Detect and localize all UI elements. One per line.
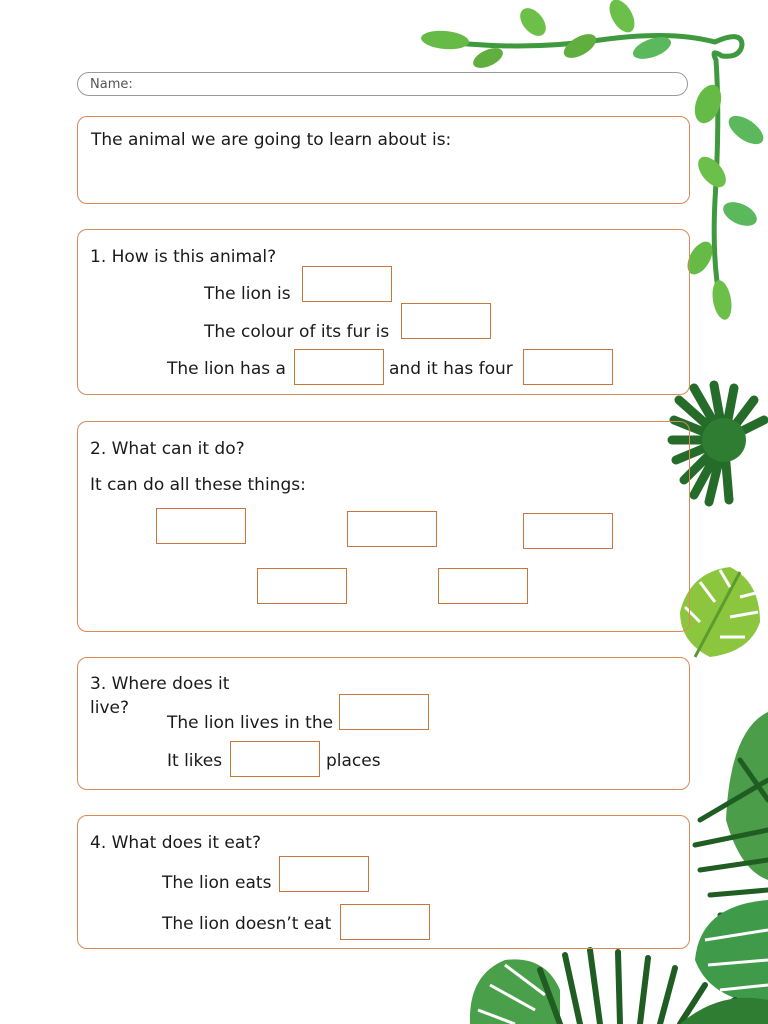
q2-subheading: It can do all these things: bbox=[90, 475, 306, 495]
q2-answer-box-3[interactable] bbox=[523, 513, 613, 549]
monstera-leaf-icon bbox=[470, 959, 560, 1024]
q1-line2-label: The colour of its fur is bbox=[204, 322, 390, 342]
q2-answer-box-5[interactable] bbox=[438, 568, 528, 604]
q1-heading: 1. How is this animal? bbox=[90, 247, 277, 267]
question-3-section bbox=[77, 657, 690, 790]
question-1-section bbox=[77, 229, 690, 395]
q1-line3-label-a: The lion has a bbox=[167, 359, 286, 379]
q1-answer-box-3[interactable] bbox=[294, 349, 384, 385]
q4-line2-label: The lion doesn’t eat bbox=[162, 914, 332, 934]
q3-answer-box-1[interactable] bbox=[339, 694, 429, 730]
q4-answer-box-2[interactable] bbox=[340, 904, 430, 940]
palm-leaf-icon bbox=[540, 950, 768, 1024]
q1-line1-label: The lion is bbox=[204, 284, 291, 304]
q3-heading-line2: live? bbox=[90, 698, 129, 718]
q4-heading: 4. What does it eat? bbox=[90, 833, 261, 853]
question-2-section bbox=[77, 421, 690, 632]
q1-line3-label-b: and it has four bbox=[389, 359, 513, 379]
question-4-section bbox=[77, 815, 690, 949]
q1-answer-box-1[interactable] bbox=[302, 266, 392, 302]
intro-prompt: The animal we are going to learn about is: bbox=[91, 130, 452, 150]
q1-answer-box-4[interactable] bbox=[523, 349, 613, 385]
q3-line2-label-a: It likes bbox=[167, 751, 223, 771]
q2-heading: 2. What can it do? bbox=[90, 439, 245, 459]
name-field[interactable] bbox=[77, 72, 688, 96]
monstera-leaf-icon bbox=[695, 900, 768, 1005]
q4-answer-box-1[interactable] bbox=[279, 856, 369, 892]
q1-answer-box-2[interactable] bbox=[401, 303, 491, 339]
q3-line2-label-b: places bbox=[326, 751, 381, 771]
q2-answer-box-2[interactable] bbox=[347, 511, 437, 547]
name-label: Name: bbox=[90, 77, 133, 92]
q3-line1-label: The lion lives in the bbox=[167, 713, 334, 733]
q2-answer-box-1[interactable] bbox=[156, 508, 246, 544]
q2-answer-box-4[interactable] bbox=[257, 568, 347, 604]
banana-leaf-icon bbox=[695, 712, 768, 915]
monstera-leaf-icon bbox=[680, 567, 760, 657]
q3-answer-box-2[interactable] bbox=[230, 741, 320, 777]
intro-section[interactable] bbox=[77, 116, 690, 204]
q4-line1-label: The lion eats bbox=[162, 873, 272, 893]
q3-heading-line1: 3. Where does it bbox=[90, 674, 230, 694]
